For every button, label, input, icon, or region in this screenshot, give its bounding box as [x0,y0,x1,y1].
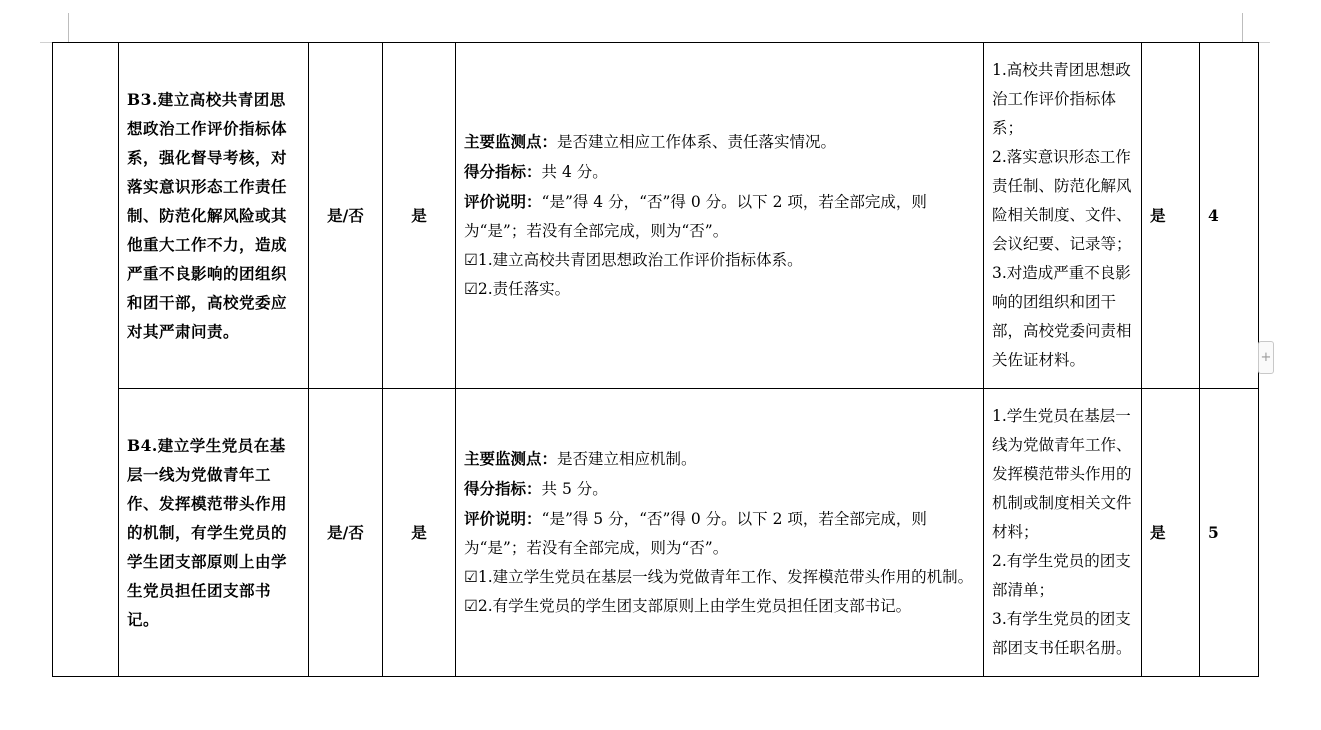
description-cell[interactable] [456,43,984,389]
material-item: 1.学生党员在基层一线为党做青年工作、发挥模范带头作用的机制或制度相关文件材料； [992,407,1132,541]
materials-cell[interactable] [984,43,1142,389]
standard-cell[interactable]: 是 [383,389,456,677]
eval-label: 评价说明： [464,509,542,528]
material-item: 3.对造成严重不良影响的团组织和团干部，高校党委问责相关佐证材料。 [992,264,1132,369]
eval-text: “是”得 5 分，“否”得 0 分。以下 2 项，若全部完成，则为“是”；若没有全部完成，则为“否”。 [464,510,927,557]
table-row [53,43,1259,389]
page-margin-mark-right [1242,13,1243,42]
score-cell[interactable]: 5 [1200,389,1259,677]
materials-cell[interactable] [984,389,1142,677]
monitor-label: 主要监测点： [464,449,558,468]
add-row-button[interactable]: + [1258,341,1274,374]
score-cell[interactable]: 4 [1200,43,1259,389]
table-row [53,389,1259,677]
answer-type-cell[interactable]: 是/否 [309,43,383,389]
score-text: 共 5 分。 [541,480,608,498]
category-cell[interactable] [53,43,119,677]
standard-cell[interactable]: 是 [383,43,456,389]
score-label: 得分指标： [464,479,542,498]
description-cell[interactable] [456,389,984,677]
checklist-item: ☑1.建立高校共青团思想政治工作评价指标体系。 [464,251,803,269]
score-text: 共 4 分。 [541,163,608,181]
indicator-cell[interactable]: B4.建立学生党员在基层一线为党做青年工作、发挥模范带头作用的机制，有学生党员的学生团支部原则上由学生党员担任团支部书记。 [119,389,309,677]
evaluation-table [52,42,1259,677]
page-margin-mark-left [68,13,69,42]
material-item: 2.有学生党员的团支部清单； [992,552,1131,599]
material-item: 2.落实意识形态工作责任制、防范化解风险相关制度、文件、会议纪要、记录等； [992,148,1132,253]
checklist-item: ☑1.建立学生党员在基层一线为党做青年工作、发挥模范带头作用的机制。 [464,568,974,586]
eval-label: 评价说明： [464,192,542,211]
material-item: 1.高校共青团思想政治工作评价指标体系； [992,61,1131,137]
answer-type-cell[interactable]: 是/否 [309,389,383,677]
monitor-label: 主要监测点： [464,132,558,151]
self-eval-cell[interactable]: 是 [1142,389,1200,677]
monitor-text: 是否建立相应机制。 [557,450,697,468]
checklist-item: ☑2.责任落实。 [464,280,571,298]
material-item: 3.有学生党员的团支部团支书任职名册。 [992,610,1132,657]
eval-text: “是”得 4 分，“否”得 0 分。以下 2 项，若全部完成，则为“是”；若没有全部完成，则为“否”。 [464,193,927,240]
monitor-text: 是否建立相应工作体系、责任落实情况。 [557,133,837,151]
self-eval-cell[interactable]: 是 [1142,43,1200,389]
checklist-item: ☑2.有学生党员的学生团支部原则上由学生党员担任团支部书记。 [464,597,912,615]
score-label: 得分指标： [464,162,542,181]
indicator-cell[interactable]: B3.建立高校共青团思想政治工作评价指标体系，强化督导考核，对落实意识形态工作责任制、防范化解风险或其他重大工作不力，造成严重不良影响的团组织和团干部，高校党委应对其严肃问责。 [119,43,309,389]
